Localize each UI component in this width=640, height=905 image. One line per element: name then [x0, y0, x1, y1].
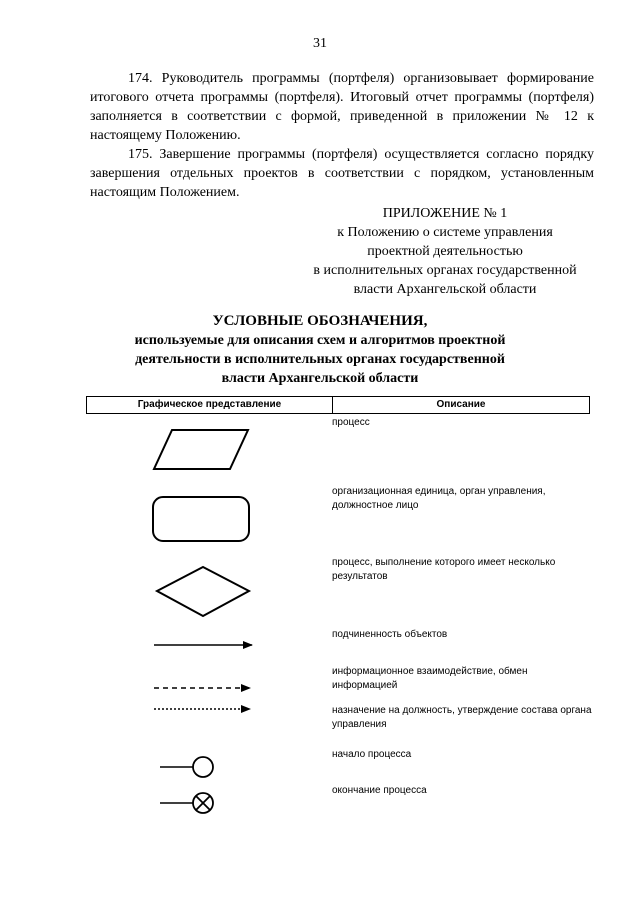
legend-title-line: деятельности в исполнительных органах государственной [135, 352, 505, 367]
appendix-heading: ПРИЛОЖЕНИЕ № 1 [382, 206, 508, 221]
appendix-line: проектной деятельностью [367, 244, 523, 259]
legend-title-line: используемые для описания схем и алгоритмов проектной [134, 333, 506, 348]
process-end-symbol [160, 793, 213, 813]
description-organization-unit: организационная единица, орган управления, должностное лицо [332, 486, 546, 511]
page-number: 31 [313, 36, 327, 51]
paragraph-text: Руководитель программы (портфеля) организовывает формирование итогового отчета программы (портфеля). Итоговый отчет программы (портфеля) заполняется в соответствии с формой, приведенной в приложении № 12 к настоящему Положению. [90, 71, 594, 143]
description-process-start: начало процесса [332, 749, 412, 760]
legend-title-main: УСЛОВНЫЕ ОБОЗНАЧЕНИЯ, [212, 313, 428, 329]
process-start-symbol [160, 757, 213, 777]
header-description: Описание [436, 399, 486, 410]
description-process-end: окончание процесса [332, 785, 427, 796]
parallelogram-symbol [154, 430, 248, 469]
description-information-exchange: информационное взаимодействие, обмен информацией [332, 666, 528, 691]
diamond-symbol [157, 567, 249, 616]
header-graphic: Графическое представление [87, 397, 333, 413]
legend-title-line: власти Архангельской области [221, 371, 419, 386]
description-process: процесс [332, 417, 370, 428]
appendix-line: к Положению о системе управления [337, 225, 553, 240]
description-appointment: назначение на должность, утверждение состава органа управления [332, 705, 592, 730]
description-subordination: подчиненность объектов [332, 629, 448, 640]
rounded-rectangle-symbol [153, 497, 249, 541]
paragraph-number: 174. [128, 71, 153, 86]
paragraph-text: Завершение программы (портфеля) осуществляется согласно порядку завершения отдельных проектов в соответствии с порядком, установленным настоящим Положением. [90, 147, 594, 200]
appendix-line: власти Архангельской области [353, 282, 537, 297]
description-decision: процесс, выполнение которого имеет несколько результатов [332, 557, 556, 582]
appendix-line: в исполнительных органах государственной [313, 263, 577, 278]
paragraph-number: 175. [128, 147, 153, 162]
